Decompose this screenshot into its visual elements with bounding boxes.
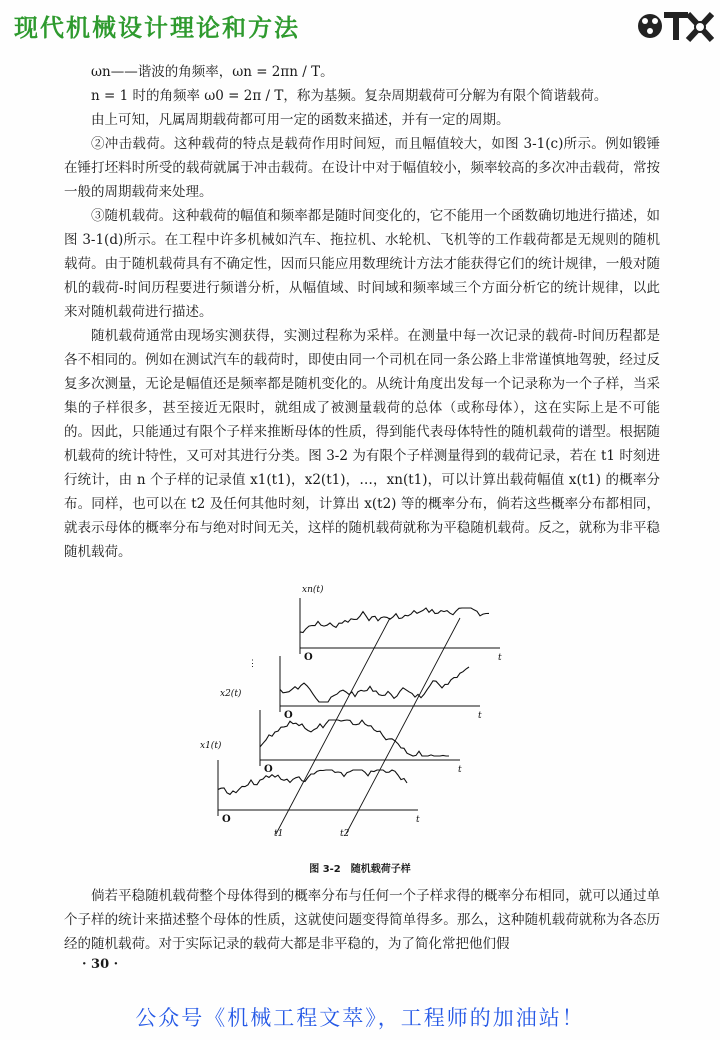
sample-record: [260, 720, 449, 756]
paragraph: 随机载荷通常由现场实测获得，实测过程称为采样。在测量中每一次记录的载荷-时间历程都是各不相同的。例如在测试汽车的载荷时，即使由同一个司机在同一条公路上非常谨慎地驾驶，经过反复多次测量，无论是幅值还是频率都是随机变化的。从统计角度出发每一个记录称为一个子样，当采集的子样很多，甚至接近无限时，就组成了被测量载荷的总体（或称母体），这在实际上是不可能的。因此，只能通过有限个子样来推断母体的性质，得到能代表母体特性的随机载荷的谱型。根据随机载荷的统计特性，又可对其进行分类。图 3-2 为有限个子样测量得到的载荷记录，若在 t1 时刻进行统计，由 n 个子样的记录值 x1(t1)，x2(t1)，…，xn(t1)，可以计算出载荷幅值 x(t1) 的概率分布。同样，也可以在 t2 及任何其他时刻，计算出 x(t2) 等的概率分布，倘若这些概率分布都相同，就表示母体的概率分布与绝对时间无关，这样的随机载荷就称为平稳随机载荷。反之，就称为非平稳随机载荷。: [64, 328, 660, 560]
paragraph: n = 1 时的角频率 ω0 = 2π / T，称为基频。复杂周期载荷可分解为有限个简谐载荷。: [91, 88, 608, 104]
axis-label-dots: ⋮: [248, 659, 257, 669]
time-label: t: [478, 711, 482, 721]
time-slice-line: [346, 618, 460, 834]
origin-label: O: [264, 764, 273, 775]
random-load-sample-figure: [190, 578, 530, 854]
body-text-continued: [64, 884, 660, 956]
paragraph: 倘若平稳随机载荷整个母体得到的概率分布与任何一个子样求得的概率分布相同，就可以通过单个子样的统计来描述整个母体的性质，这就使问题变得简单得多。那么，这种随机载荷就称为各态历经的随机载荷。对于实际记录的载荷大都是非平稳的，为了简化常把他们假: [64, 888, 660, 952]
time-label: t: [458, 765, 462, 775]
body-text: [64, 60, 660, 564]
time-slice-line: [276, 618, 390, 834]
axis-label-t1: t1: [274, 829, 284, 839]
book-title: 现代机械设计理论和方法: [14, 14, 300, 42]
paragraph: ωn——谐波的角频率，ωn = 2πn / T。: [91, 64, 334, 80]
sample-record: [280, 667, 469, 702]
axis-label-t2: t2: [340, 829, 350, 839]
page-header: [0, 0, 720, 48]
axis-label-x2: x2(t): [220, 689, 242, 699]
page-number: · 30 ·: [82, 957, 119, 972]
paragraph: ②冲击载荷。这种载荷的特点是载荷作用时间短，而且幅值较大，如图 3-1(c)所示。例如锻锤在锤打坯料时所受的载荷就属于冲击载荷。在设计中对于幅值较小，频率较高的多次冲击载荷，常按一般的周期载荷来处理。: [64, 136, 660, 200]
origin-label: O: [304, 652, 313, 663]
axis-label-xn: xn(t): [302, 585, 324, 595]
publisher-logo: [634, 2, 714, 46]
axis-label-x1: x1(t): [200, 741, 222, 751]
paragraph: ③随机载荷。这种载荷的幅值和频率都是随时间变化的，它不能用一个函数确切地进行描述，如图 3-1(d)所示。在工程中许多机械如汽车、拖拉机、水轮机、飞机等的工作载荷都是无规则的随机载荷。由于随机载荷具有不确定性，因而只能应用数理统计方法才能获得它们的统计规律，一般对随机的载荷-时间历程要进行频谱分析，从幅值域、时间域和频率域三个方面分析它的统计规律，以此来对随机载荷进行描述。: [64, 208, 660, 320]
time-label: t: [416, 815, 420, 825]
sample-record: [218, 770, 407, 794]
origin-label: O: [284, 710, 293, 721]
origin-label: O: [222, 814, 231, 825]
footer-banner: 公众号《机械工程文萃》，工程师的加油站！: [135, 1006, 585, 1030]
time-label: t: [498, 653, 502, 663]
figure-caption: 图 3-2 随机载荷子样: [309, 864, 411, 875]
sample-record: [300, 608, 489, 633]
paragraph: 由上可知，凡属周期载荷都可用一定的函数来描述，并有一定的周期。: [91, 112, 510, 128]
